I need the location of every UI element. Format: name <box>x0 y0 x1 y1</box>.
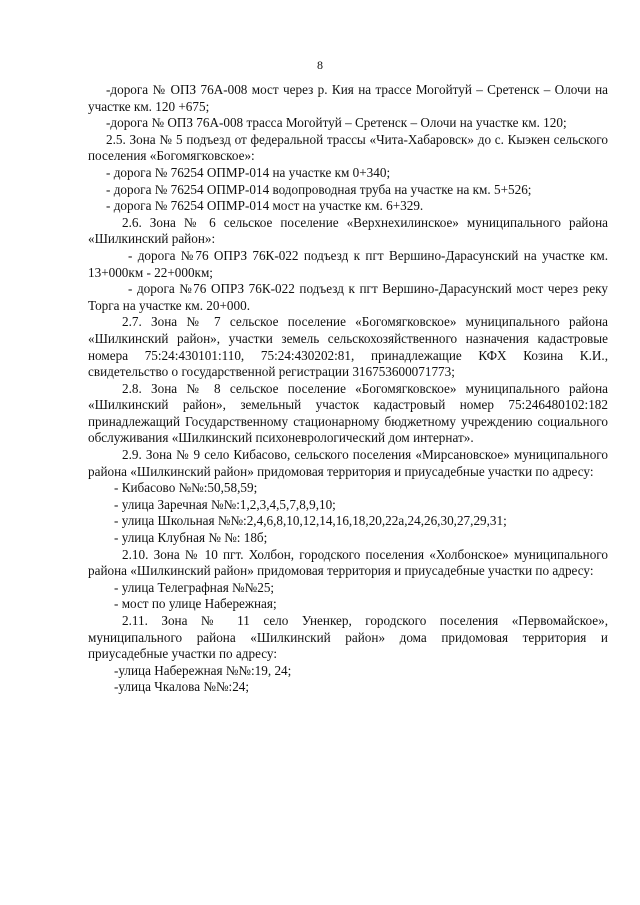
document-body <box>88 82 608 696</box>
paragraph: - Кибасово №№:50,58,59; <box>114 480 258 496</box>
page-number: 8 <box>317 58 323 72</box>
paragraph: - мост по улице Набережная; <box>114 596 277 612</box>
paragraph: -улица Набережная №№:19, 24; <box>114 662 292 678</box>
paragraph: - дорога № 76254 ОПМР-014 на участке км 0+340; <box>106 164 391 180</box>
paragraph: 2.10. Зона № 10 пгт. Холбон, городского поселения «Холбонское» муниципального района «Шилкинский район» придомовая территория и приусадебные участки по адресу: <box>88 546 608 579</box>
paragraph: 2.5. Зона № 5 подъезд от федеральной трассы «Чита-Хабаровск» до с. Кыэкен сельского поселения «Богомягковское»: <box>88 131 608 164</box>
paragraph: -дорога № ОПЗ 76А-008 трасса Могойтуй – Сретенск – Олочи на участке км. 120; <box>106 115 567 131</box>
paragraph: 2.9. Зона № 9 село Кибасово, сельского поселения «Мирсановское» муниципального района «Шилкинский район» придомовая территория и приусадебные участки по адресу: <box>88 447 608 479</box>
paragraph: 2.7. Зона № 7 сельское поселение «Богомягковское» муниципального района «Шилкинский район», участки земель сельскохозяйственного назначения кадастровые номера 75:24:430101:110, 75:24:430202:81, принадлежащие КФХ Козина К.И., свидетельство о государственной регистрации 316753600071773; <box>88 314 608 380</box>
paragraph: -улица Чкалова №№:24; <box>114 679 250 695</box>
paragraph: - улица Школьная №№:2,4,6,8,10,12,14,16,18,20,22а,24,26,30,27,29,31; <box>114 513 507 529</box>
paragraph: - дорога №76 ОПРЗ 76К-022 подъезд к пгт Вершино-Дарасунский мост через реку Торга на участке км. 20+000. <box>88 281 608 313</box>
paragraph: - дорога № 76254 ОПМР-014 мост на участке км. 6+329. <box>106 198 424 214</box>
paragraph: - улица Клубная № №: 18б; <box>114 530 268 546</box>
paragraph: - дорога №76 ОПРЗ 76К-022 подъезд к пгт Вершино-Дарасунский на участке км. 13+000км - 22+000км; <box>88 247 608 280</box>
paragraph: - дорога № 76254 ОПМР-014 водопроводная труба на участке на км. 5+526; <box>106 181 532 197</box>
paragraph: 2.8. Зона № 8 сельское поселение «Богомягковское» муниципального района «Шилкинский район», земельный участок кадастровый номер 75:246480102:182 принадлежащий Государственному стационарному бюджетному учреждению социального обслуживания «Шилкинский психоневрологический дом интернат». <box>88 380 608 446</box>
paragraph: - улица Телеграфная №№25; <box>114 579 275 595</box>
paragraph: 2.6. Зона № 6 сельское поселение «Верхнехилинское» муниципального района «Шилкинский район»: <box>88 214 608 247</box>
paragraph: - улица Заречная №№:1,2,3,4,5,7,8,9,10; <box>114 496 336 512</box>
paragraph: -дорога № ОПЗ 76А-008 мост через р. Кия на трассе Могойтуй – Сретенск – Олочи на участке км. 120 +675; <box>88 82 608 114</box>
paragraph: 2.11. Зона № 11 село Уненкер, городского поселения «Первомайское», муниципального района «Шилкинский район» дома придомовая территория и приусадебные участки по адресу: <box>88 613 608 662</box>
